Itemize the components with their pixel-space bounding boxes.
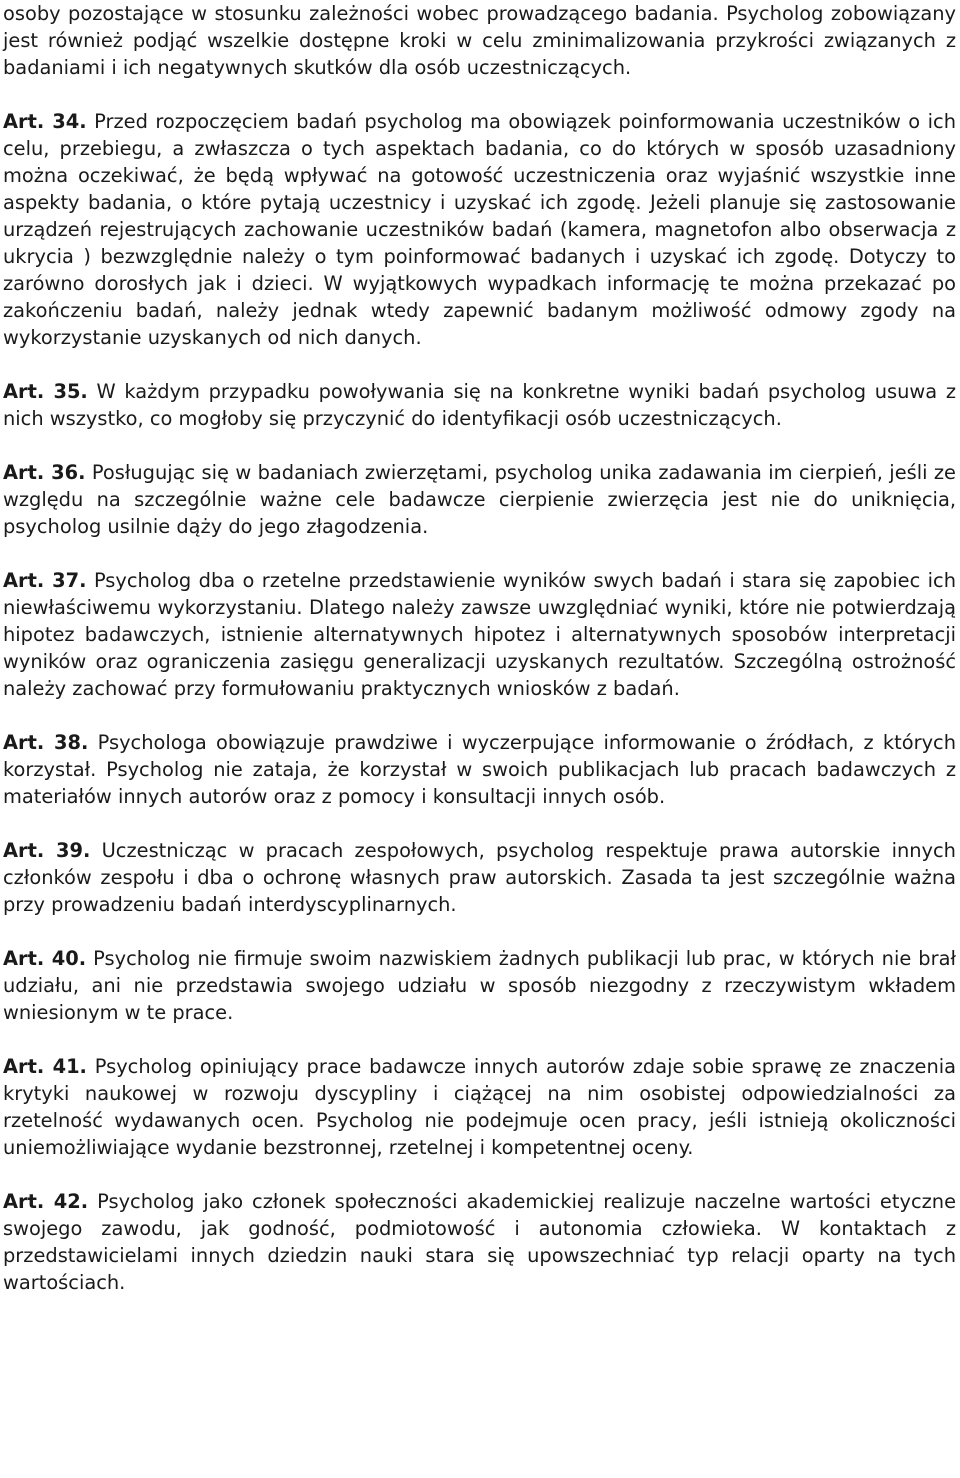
article-label: Art. 37.: [3, 569, 87, 592]
article-41: [3, 1053, 956, 1161]
article-label: Art. 42.: [3, 1190, 89, 1213]
paragraph-text: osoby pozostające w stosunku zależności wobec prowadzącego badania. Psycholog zobowiązany jest również podjąć wszelkie dostępne kroki w celu zminimalizowania przykrości związanych z badaniami i ich negatywnych skutków dla osób uczestniczących.: [3, 2, 956, 79]
article-label: Art. 36.: [3, 461, 86, 484]
article-text: Posługując się w badaniach zwierzętami, psycholog unika zadawania im cierpień, jeśli ze względu na szczególnie ważne cele badawcze cierpienie zwierzęcia jest nie do uniknięcia, psycholog usilnie dąży do jego złagodzenia.: [3, 461, 956, 538]
article-40: [3, 945, 956, 1026]
paragraph-continuation: [3, 0, 956, 81]
article-37: [3, 567, 956, 702]
article-42: [3, 1188, 956, 1296]
document-page: [3, 0, 956, 1296]
article-36: [3, 459, 956, 540]
article-label: Art. 41.: [3, 1055, 87, 1078]
article-39: [3, 837, 956, 918]
article-label: Art. 38.: [3, 731, 89, 754]
article-label: Art. 39.: [3, 839, 91, 862]
article-label: Art. 34.: [3, 110, 87, 133]
article-text: Uczestnicząc w pracach zespołowych, psycholog respektuje prawa autorskie innych członków zespołu i dba o ochronę własnych praw autorskich. Zasada ta jest szczególnie ważna przy prowadzeniu badań interdyscyplinarnych.: [3, 839, 956, 916]
article-text: Psycholog jako członek społeczności akademickiej realizuje naczelne wartości etyczne swojego zawodu, jak godność, podmiotowość i autonomia człowieka. W kontaktach z przedstawicielami innych dziedzin nauki stara się upowszechniać typ relacji oparty na tych wartościach.: [3, 1190, 957, 1294]
article-35: [3, 378, 956, 432]
article-text: W każdym przypadku powoływania się na konkretne wyniki badań psycholog usuwa z nich wszystko, co mogłoby się przyczynić do identyfikacji osób uczestniczących.: [3, 380, 957, 430]
article-label: Art. 35.: [3, 380, 88, 403]
article-38: [3, 729, 956, 810]
article-text: Psycholog dba o rzetelne przedstawienie wyników swych badań i stara się zapobiec ich niewłaściwemu wykorzystaniu. Dlatego należy zawsze uwzględniać wyniki, które nie potwierdzają hipotez badawczych, istnienie alternatywnych hipotez i alternatywnych sposobów interpretacji wyników oraz ograniczenia zasięgu generalizacji uzyskanych rezultatów. Szczególną ostrożność należy zachować przy formułowaniu praktycznych wniosków z badań.: [3, 569, 956, 700]
article-text: Psycholog nie firmuje swoim nazwiskiem żadnych publikacji lub prac, w których nie brał udziału, ani nie przedstawia swojego udziału w sposób niezgodny z rzeczywistym wkładem wniesionym w te prace.: [3, 947, 956, 1024]
article-text: Psycholog opiniujący prace badawcze innych autorów zdaje sobie sprawę ze znaczenia krytyki naukowej w rozwoju dyscypliny i ciążącej na nim osobistej odpowiedzialności za rzetelność wydawanych ocen. Psycholog nie podejmuje ocen pracy, jeśli istnieją okoliczności uniemożliwiające wydanie bezstronnej, rzetelnej i kompetentnej oceny.: [3, 1055, 956, 1159]
article-34: [3, 108, 956, 351]
article-text: Psychologa obowiązuje prawdziwe i wyczerpujące informowanie o źródłach, z których korzystał. Psycholog nie zataja, że korzystał w swoich publikacjach lub pracach badawczych z materiałów innych autorów oraz z pomocy i konsultacji innych osób.: [3, 731, 956, 808]
article-label: Art. 40.: [3, 947, 87, 970]
article-text: Przed rozpoczęciem badań psycholog ma obowiązek poinformowania uczestników o ich celu, przebiegu, a zwłaszcza o tych aspektach badania, co do których w sposób uzasadniony można oczekiwać, że będą wpływać na gotowość uczestniczenia oraz wyjaśnić wszystkie inne aspekty badania, o które pytają uczestnicy i uzyskać ich zgodę. Jeżeli planuje się zastosowanie urządzeń rejestrujących zachowanie uczestników badań (kamera, magnetofon albo obserwacja z ukrycia ) bezwzględnie należy o tym poinformować badanych i uzyskać ich zgodę. Dotyczy to zarówno dorosłych jak i dzieci. W wyjątkowych wypadkach informację te można przekazać po zakończeniu badań, należy jednak wtedy zapewnić badanym możliwość odmowy zgody na wykorzystanie uzyskanych od nich danych.: [3, 110, 956, 349]
